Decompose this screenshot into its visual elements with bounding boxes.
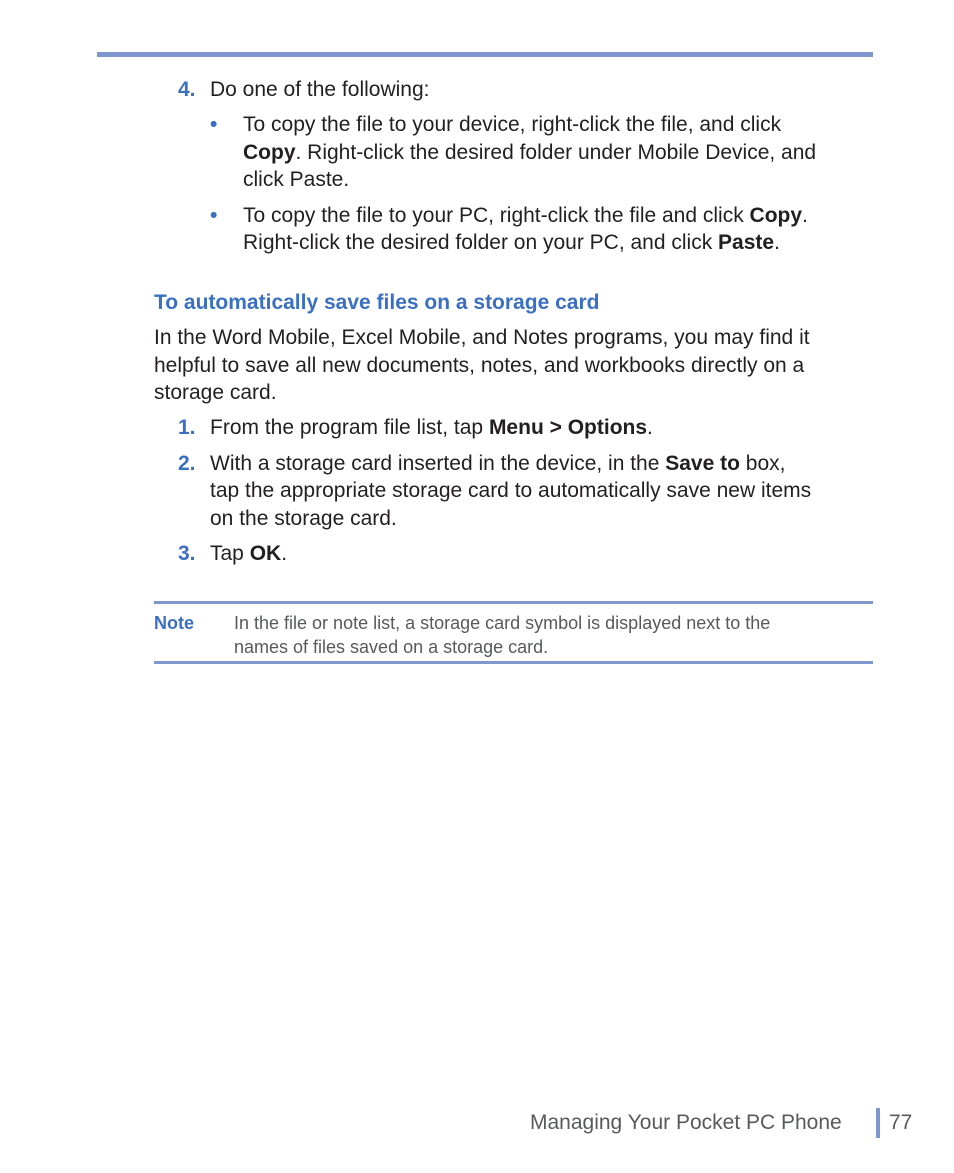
note-bottom-rule — [154, 661, 873, 664]
note-line-2: names of files saved on a storage card. — [234, 637, 549, 657]
ok-bold: OK — [249, 542, 282, 565]
step-1-number: 1. — [178, 416, 196, 439]
copy-bold-2: Copy — [749, 204, 803, 227]
bullet-2-line-1 — [243, 202, 808, 229]
save-to-bold: Save to — [665, 452, 740, 475]
step-2-line-2: tap the appropriate storage card to automatically save new items — [210, 479, 812, 502]
bullet-2-line-2-pre: Right-click the desired folder on your PC, and click — [243, 231, 719, 254]
bullet-2-marker: • — [210, 204, 218, 227]
bullet-2-line-2 — [243, 229, 780, 256]
intro-line-3: storage card. — [154, 381, 277, 404]
bullet-1-marker: • — [210, 113, 218, 136]
bullet-2-line-2-post: . — [774, 231, 780, 254]
step-2-line-1-post: box, — [739, 452, 786, 475]
step-2-line-1 — [210, 450, 785, 477]
step-2-line-3: on the storage card. — [210, 507, 397, 530]
paste-bold: Paste — [718, 231, 775, 254]
step-1-text — [210, 414, 653, 441]
menu-options-bold: Menu > Options — [488, 416, 648, 439]
bullet-1-line-3: click Paste. — [243, 168, 350, 191]
step-1-post: . — [647, 416, 653, 439]
bullet-1-line-2-rest: . Right-click the desired folder under Mobile Device, and — [295, 141, 817, 164]
header-rule — [97, 52, 873, 57]
step-2-number: 2. — [178, 452, 196, 475]
intro-line-2: helpful to save all new documents, notes, and workbooks directly on a — [154, 354, 805, 377]
note-label: Note — [154, 613, 194, 633]
step-1-pre: From the program file list, tap — [210, 416, 489, 439]
step-3-post: . — [281, 542, 288, 565]
footer-chapter-title: Managing Your Pocket PC Phone — [530, 1111, 842, 1134]
bullet-1-line-1: To copy the file to your device, right-click the file, and click — [243, 113, 782, 136]
step-3-pre: Tap — [210, 542, 250, 565]
bullet-1-line-2 — [243, 139, 816, 166]
step-4-number: 4. — [178, 78, 196, 101]
bullet-2-line-1-post: . — [802, 204, 808, 227]
footer-divider — [876, 1108, 880, 1138]
note-line-1: In the file or note list, a storage card symbol is displayed next to the — [234, 613, 771, 633]
step-4-text: Do one of the following: — [210, 78, 430, 101]
intro-line-1: In the Word Mobile, Excel Mobile, and Notes programs, you may find it — [154, 326, 810, 349]
step-3-text — [210, 540, 287, 567]
section-heading: To automatically save files on a storage card — [154, 291, 600, 314]
page-number: 77 — [889, 1111, 913, 1134]
step-2-line-1-pre: With a storage card inserted in the device, in the — [210, 452, 666, 475]
bullet-2-line-1-pre: To copy the file to your PC, right-click the file and click — [243, 204, 750, 227]
note-top-rule — [154, 601, 873, 604]
step-3-number: 3. — [178, 542, 196, 565]
copy-bold: Copy — [243, 141, 296, 164]
